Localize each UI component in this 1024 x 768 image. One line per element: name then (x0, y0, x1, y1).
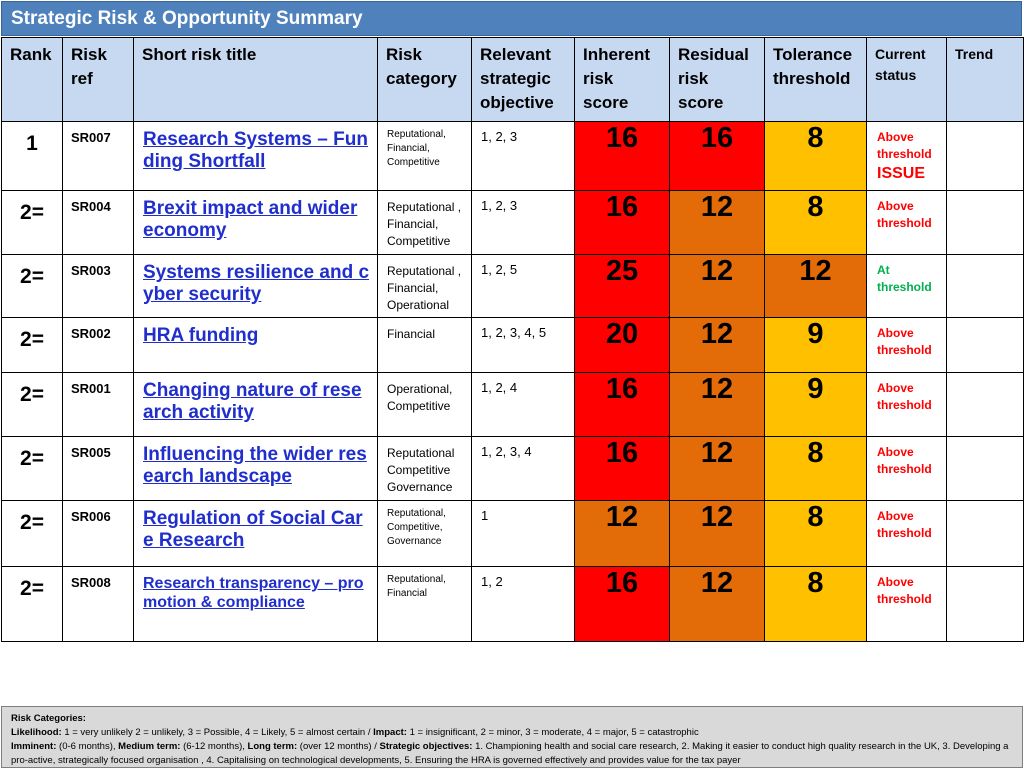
status-cell (867, 318, 947, 373)
tolerance-cell: 8 (765, 567, 867, 642)
objective-cell: 1 (472, 501, 575, 567)
objective-cell: 1, 2, 3 (472, 122, 575, 191)
risk-category-cell: Reputational, Financial (378, 567, 472, 642)
risk-title-link[interactable]: Influencing the wider research landscape (143, 444, 367, 487)
footer-objectives-text: 1. Championing health and social care research, 2. Making it easier to conduct high quality research in the UK, 3. Developing a pro-active, strategically focused organisation , 4. Capitalising on technological developments, 5. Ensuring the HRA is governed effectively and provides value for the tax payer (11, 741, 1009, 766)
footer-imminent-text: (0-6 months), (59, 741, 116, 752)
status-cell (867, 437, 947, 501)
risk-ref-cell: SR005 (63, 437, 134, 501)
table-row (2, 122, 1024, 191)
objective-cell: 1, 2, 3, 4, 5 (472, 318, 575, 373)
status-text: Above threshold (877, 326, 932, 357)
risk-title-cell (134, 567, 378, 642)
trend-cell (947, 501, 1024, 567)
status-text: Above threshold (877, 130, 932, 161)
tolerance-cell: 12 (765, 255, 867, 318)
trend-cell (947, 567, 1024, 642)
status-cell (867, 122, 947, 191)
objective-cell: 1, 2, 3, 4 (472, 437, 575, 501)
trend-cell (947, 318, 1024, 373)
tolerance-cell: 9 (765, 373, 867, 437)
footer-likelihood-text: 1 = very unlikely 2 = unlikely, 3 = Possible, 4 = Likely, 5 = almost certain / (64, 727, 371, 738)
table-row (2, 437, 1024, 501)
status-text: Above threshold (877, 575, 932, 606)
risk-ref-cell: SR008 (63, 567, 134, 642)
risk-category-cell: Reputational, Competitive, Governance (378, 501, 472, 567)
footer-impact-label: Impact: (373, 727, 407, 738)
trend-cell (947, 437, 1024, 501)
tolerance-cell: 8 (765, 501, 867, 567)
status-text: Above threshold (877, 199, 932, 230)
inherent-score-cell: 16 (575, 191, 670, 255)
col-header-title: Short risk title (134, 38, 378, 122)
residual-score-cell: 12 (670, 318, 765, 373)
risk-category-cell: Reputational , Financial, Competitive (378, 191, 472, 255)
col-header-inherent: Inherent risk score (575, 38, 670, 122)
rank-cell: 2= (2, 318, 63, 373)
table-row (2, 191, 1024, 255)
footer-categories-label: Risk Categories: (11, 713, 86, 724)
footer-medium-label: Medium term: (118, 741, 181, 752)
objective-cell: 1, 2, 5 (472, 255, 575, 318)
header-row (2, 38, 1024, 122)
col-header-trend: Trend (947, 38, 1024, 122)
trend-cell (947, 255, 1024, 318)
risk-ref-cell: SR007 (63, 122, 134, 191)
inherent-score-cell: 16 (575, 437, 670, 501)
residual-score-cell: 16 (670, 122, 765, 191)
footer-impact-text: 1 = insignificant, 2 = minor, 3 = moderate, 4 = major, 5 = catastrophic (409, 727, 699, 738)
rank-cell: 1 (2, 122, 63, 191)
tolerance-cell: 8 (765, 122, 867, 191)
risk-title-cell (134, 437, 378, 501)
table-row (2, 567, 1024, 642)
col-header-category: Risk category (378, 38, 472, 122)
footer-long-label: Long term: (247, 741, 298, 752)
status-text: Above threshold (877, 445, 932, 476)
col-header-ref: Risk ref (63, 38, 134, 122)
table-row (2, 501, 1024, 567)
col-header-objective: Relevant strategic objective (472, 38, 575, 122)
risk-category-cell: Reputational, Financial, Competitive (378, 122, 472, 191)
issue-flag: ISSUE (877, 165, 926, 182)
objective-cell: 1, 2 (472, 567, 575, 642)
col-header-tolerance: Tolerance threshold (765, 38, 867, 122)
risk-title-link[interactable]: Systems resilience and cyber security (143, 262, 370, 305)
risk-title-cell (134, 318, 378, 373)
page-title: Strategic Risk & Opportunity Summary (1, 1, 1022, 36)
inherent-score-cell: 25 (575, 255, 670, 318)
inherent-score-cell: 16 (575, 122, 670, 191)
trend-cell (947, 191, 1024, 255)
residual-score-cell: 12 (670, 255, 765, 318)
risk-title-cell (134, 501, 378, 567)
inherent-score-cell: 20 (575, 318, 670, 373)
residual-score-cell: 12 (670, 437, 765, 501)
status-text: Above threshold (877, 509, 932, 540)
residual-score-cell: 12 (670, 373, 765, 437)
col-header-rank: Rank (2, 38, 63, 122)
risk-ref-cell: SR001 (63, 373, 134, 437)
rank-cell: 2= (2, 255, 63, 318)
rank-cell: 2= (2, 191, 63, 255)
rank-cell: 2= (2, 501, 63, 567)
tolerance-cell: 9 (765, 318, 867, 373)
trend-cell (947, 122, 1024, 191)
table-row (2, 318, 1024, 373)
risk-title-link[interactable]: HRA funding (143, 325, 259, 346)
col-header-status: Current status (867, 38, 947, 122)
risk-title-link[interactable]: Regulation of Social Care Research (143, 508, 363, 551)
risk-title-cell (134, 122, 378, 191)
tolerance-cell: 8 (765, 437, 867, 501)
risk-title-cell (134, 191, 378, 255)
rank-cell: 2= (2, 437, 63, 501)
risk-title-link[interactable]: Changing nature of research activity (143, 380, 362, 423)
residual-score-cell: 12 (670, 191, 765, 255)
inherent-score-cell: 12 (575, 501, 670, 567)
status-cell (867, 501, 947, 567)
tolerance-cell: 8 (765, 191, 867, 255)
risk-category-cell: Financial (378, 318, 472, 373)
risk-category-cell: Reputational Competitive Governance (378, 437, 472, 501)
risk-table (1, 37, 1024, 642)
risk-category-cell: Operational, Competitive (378, 373, 472, 437)
footer-likelihood-label: Likelihood: (11, 727, 62, 738)
status-text: Above threshold (877, 381, 932, 412)
risk-ref-cell: SR004 (63, 191, 134, 255)
status-cell (867, 567, 947, 642)
footer-objectives-label: Strategic objectives: (379, 741, 473, 752)
trend-cell (947, 373, 1024, 437)
status-cell (867, 191, 947, 255)
footer-long-text: (over 12 months) / (299, 741, 377, 752)
risk-title-link[interactable]: Research Systems – Funding Shortfall (143, 129, 368, 172)
objective-cell: 1, 2, 4 (472, 373, 575, 437)
rank-cell: 2= (2, 373, 63, 437)
residual-score-cell: 12 (670, 501, 765, 567)
status-cell (867, 255, 947, 318)
status-cell (867, 373, 947, 437)
risk-ref-cell: SR002 (63, 318, 134, 373)
table-row (2, 255, 1024, 318)
residual-score-cell: 12 (670, 567, 765, 642)
inherent-score-cell: 16 (575, 373, 670, 437)
status-text: At threshold (877, 263, 932, 294)
footer-medium-text: (6-12 months), (183, 741, 245, 752)
col-header-residual: Residual risk score (670, 38, 765, 122)
risk-ref-cell: SR006 (63, 501, 134, 567)
legend-footer (1, 706, 1023, 768)
risk-title-cell (134, 255, 378, 318)
footer-imminent-label: Imminent: (11, 741, 57, 752)
risk-title-link[interactable]: Research transparency – promotion & compliance (143, 575, 364, 611)
rank-cell: 2= (2, 567, 63, 642)
table-row (2, 373, 1024, 437)
risk-title-cell (134, 373, 378, 437)
inherent-score-cell: 16 (575, 567, 670, 642)
risk-category-cell: Reputational , Financial, Operational (378, 255, 472, 318)
risk-title-link[interactable]: Brexit impact and wider economy (143, 198, 358, 241)
objective-cell: 1, 2, 3 (472, 191, 575, 255)
risk-ref-cell: SR003 (63, 255, 134, 318)
